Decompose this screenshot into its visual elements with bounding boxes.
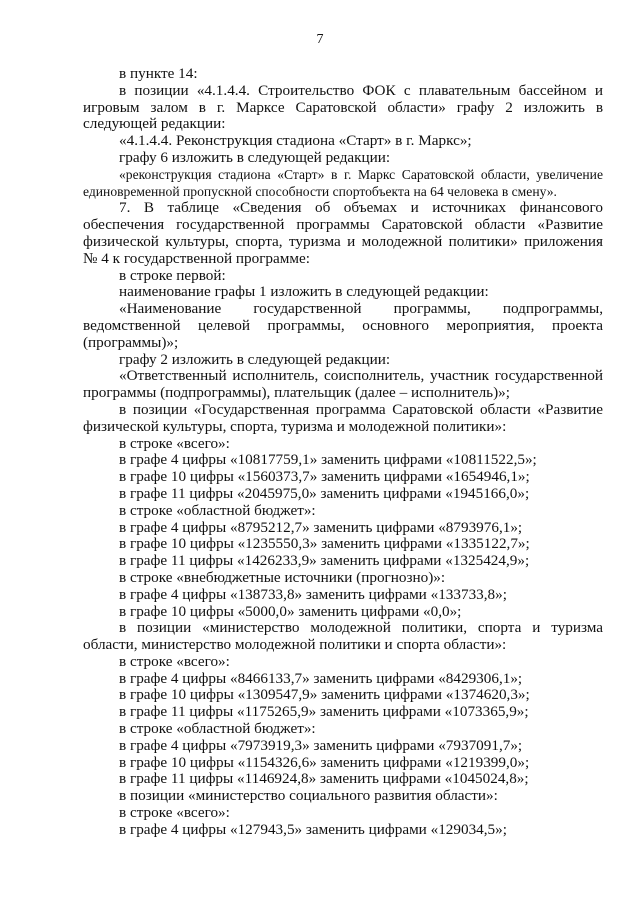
- paragraph: в графе 11 цифры «1146924,8» заменить цифрами «1045024,8»;: [119, 770, 529, 788]
- paragraph: «Наименование государственной программы, подпрограммы, ведомственной целевой программы, основного мероприятия, проекта (программы)»;: [83, 300, 603, 351]
- paragraph: в графе 10 цифры «1309547,9» заменить цифрами «1374620,3»;: [119, 686, 530, 704]
- paragraph: в графе 4 цифры «8466133,7» заменить цифрами «8429306,1»;: [119, 669, 523, 687]
- paragraph: в графе 11 цифры «1426233,9» заменить цифрами «1325424,9»;: [119, 552, 530, 570]
- paragraph: в строке «всего»:: [119, 804, 230, 822]
- paragraph: в графе 10 цифры «1154326,6» заменить цифрами «1219399,0»;: [119, 753, 530, 771]
- paragraph: графу 6 изложить в следующей редакции:: [119, 148, 391, 166]
- paragraph: наименование графы 1 изложить в следующей редакции:: [119, 283, 489, 301]
- paragraph: в графе 4 цифры «8795212,7» заменить цифрами «8793976,1»;: [119, 518, 523, 536]
- paragraph: в позиции «министерство молодежной политики, спорта и туризма области, министерство молодежной политики и спорта области»:: [83, 619, 603, 654]
- paragraph: графу 2 изложить в следующей редакции:: [119, 350, 391, 368]
- paragraph: в строке «всего»:: [119, 652, 230, 670]
- paragraph: «Ответственный исполнитель, соисполнитель, участник государственной программы (подпрограммы), плательщик (далее – исполнитель)»;: [83, 367, 603, 402]
- paragraph: 7. В таблице «Сведения об объемах и источниках финансового обеспечения государственной программы Саратовской области «Развитие физической культуры, спорта, туризма и молодежной политики» приложения № 4 к государственной программе:: [83, 199, 603, 267]
- paragraph: в строке «областной бюджет»:: [119, 501, 316, 519]
- page-number: 7: [316, 32, 324, 47]
- paragraph: в графе 11 цифры «2045975,0» заменить цифрами «1945166,0»;: [119, 484, 530, 502]
- paragraph: в строке первой:: [119, 266, 226, 284]
- paragraph: в строке «всего»:: [119, 434, 230, 452]
- paragraph: в строке «областной бюджет»:: [119, 720, 316, 738]
- paragraph: в графе 4 цифры «138733,8» заменить цифрами «133733,8»;: [119, 585, 507, 603]
- document-body: [83, 66, 603, 839]
- paragraph: в графе 4 цифры «127943,5» заменить цифрами «129034,5»;: [119, 820, 507, 838]
- paragraph: в позиции «Государственная программа Саратовской области «Развитие физической культуры, спорта, туризма и молодежной политики»:: [83, 400, 603, 435]
- paragraph: в графе 10 цифры «5000,0» заменить цифрами «0,0»;: [119, 602, 462, 620]
- paragraph: в строке «внебюджетные источники (прогнозно)»:: [119, 568, 446, 586]
- paragraph: в графе 10 цифры «1235550,3» заменить цифрами «1335122,7»;: [119, 535, 530, 553]
- paragraph: в позиции «4.1.4.4. Строительство ФОК с плавательным бассейном и игровым залом в г. Марксе Саратовской области» графу 2 изложить в следующей редакции:: [83, 81, 603, 133]
- paragraph: в пункте 14:: [119, 65, 198, 82]
- paragraph: в позиции «министерство социального развития области»:: [119, 787, 498, 805]
- paragraph: в графе 10 цифры «1560373,7» заменить цифрами «1654946,1»;: [119, 468, 530, 486]
- paragraph: «реконструкция стадиона «Старт» в г. Маркс Саратовской области, увеличение единовременной пропускной способности спортобъекта на 64 человека в смену».: [83, 166, 603, 199]
- paragraph: в графе 11 цифры «1175265,9» заменить цифрами «1073365,9»;: [119, 703, 529, 721]
- paragraph: в графе 4 цифры «7973919,3» заменить цифрами «7937091,7»;: [119, 736, 523, 754]
- paragraph: «4.1.4.4. Реконструкция стадиона «Старт» в г. Маркс»;: [119, 132, 472, 150]
- paragraph: в графе 4 цифры «10817759,1» заменить цифрами «10811522,5»;: [119, 451, 537, 469]
